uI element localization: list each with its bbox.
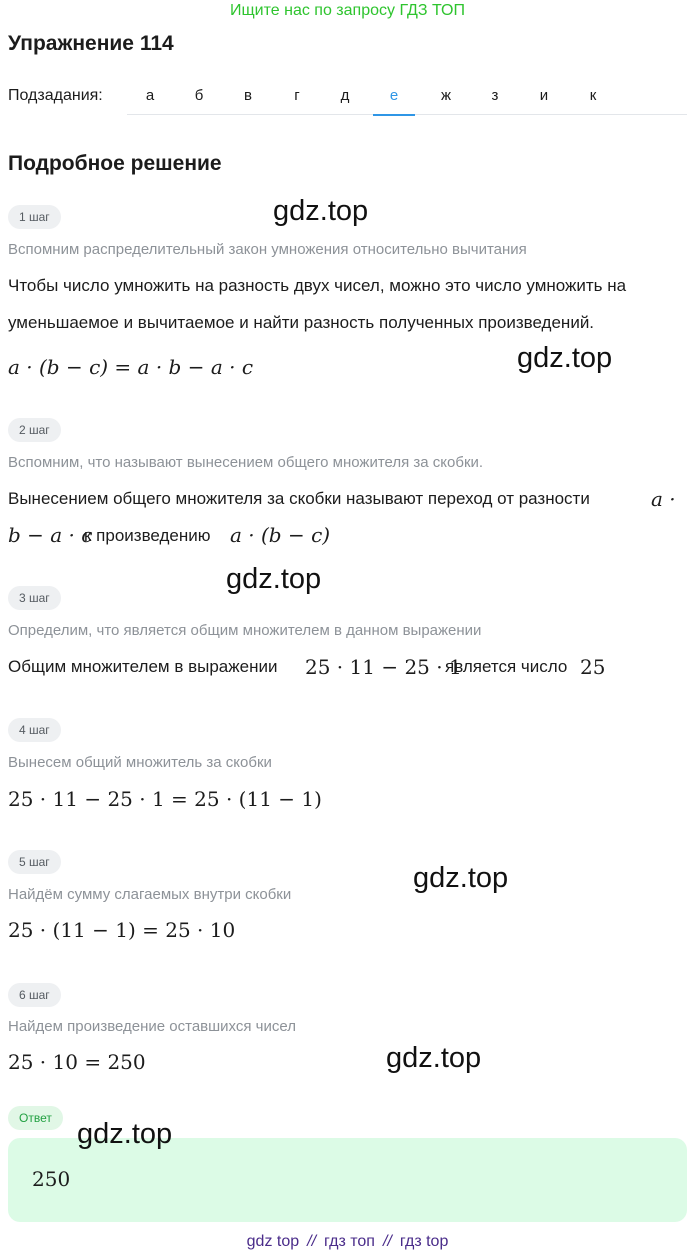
step-2-hint: Вспомним, что называют вынесением общего множителя за скобки. xyxy=(8,454,484,471)
watermark-5: gdz.top xyxy=(386,1042,482,1074)
step-4-hint: Вынесем общий множитель за скобки xyxy=(8,754,272,771)
step-2-formula-part1: a · xyxy=(651,487,676,511)
tab-k[interactable]: к xyxy=(589,87,597,104)
step-3-text-middle: является число xyxy=(445,657,568,676)
step-5-badge: 5 шаг xyxy=(8,850,61,874)
tab-g[interactable]: г xyxy=(294,87,300,104)
step-3-number: 25 xyxy=(580,655,606,679)
solution-title: Подробное решение xyxy=(8,152,222,175)
footer-separator: // xyxy=(307,1233,317,1250)
answer-value: 250 xyxy=(32,1167,71,1191)
tab-a[interactable]: а xyxy=(145,87,155,104)
answer-badge: Ответ xyxy=(8,1106,63,1130)
watermark-6: gdz.top xyxy=(77,1118,173,1150)
tab-b[interactable]: б xyxy=(194,87,204,104)
watermark-1: gdz.top xyxy=(273,195,369,227)
step-6-badge: 6 шаг xyxy=(8,983,61,1007)
watermark-4: gdz.top xyxy=(413,862,509,894)
tab-zh[interactable]: ж xyxy=(440,87,452,104)
page-title: Упражнение 114 xyxy=(8,32,174,55)
subtasks-label: Подзадания: xyxy=(8,87,103,104)
step-1-badge: 1 шаг xyxy=(8,205,61,229)
watermark-3: gdz.top xyxy=(226,563,322,595)
step-2-badge: 2 шаг xyxy=(8,418,61,442)
step-2-text-line1: Вынесением общего множителя за скобки называют переход от разности xyxy=(8,489,590,508)
tab-i[interactable]: и xyxy=(539,87,549,104)
step-1-hint: Вспомним распределительный закон умножения относительно вычитания xyxy=(8,241,527,258)
top-banner: Ищите нас по запросу ГДЗ ТОП xyxy=(230,2,465,19)
step-2-text-line2: к произведению xyxy=(84,526,211,545)
step-3-formula: 25 · 11 − 25 · 1 xyxy=(305,655,462,679)
step-6-hint: Найдем произведение оставшихся чисел xyxy=(8,1018,296,1035)
step-2-formula-part3: a · (b − c) xyxy=(230,523,331,547)
step-1-formula: a · (b − c) = a · b − a · c xyxy=(8,355,254,379)
footer-separator: // xyxy=(382,1233,392,1250)
step-1-text-line2: уменьшаемое и вычитаемое и найти разность полученных произведений. xyxy=(8,313,595,332)
step-1-text-line1: Чтобы число умножить на разность двух чисел, можно это число умножить на xyxy=(8,276,627,295)
footer-link-3[interactable]: гдз top xyxy=(399,1233,449,1250)
tab-v[interactable]: в xyxy=(244,87,252,104)
tab-d[interactable]: д xyxy=(340,87,350,104)
tab-e[interactable]: е xyxy=(373,78,415,116)
footer-link-2[interactable]: гдз топ xyxy=(324,1233,375,1250)
footer-link-1[interactable]: gdz top xyxy=(246,1233,300,1250)
step-4-badge: 4 шаг xyxy=(8,718,61,742)
step-3-badge: 3 шаг xyxy=(8,586,61,610)
step-3-hint: Определим, что является общим множителем в данном выражении xyxy=(8,622,482,639)
footer xyxy=(0,1233,695,1251)
tab-z[interactable]: з xyxy=(491,87,499,104)
step-5-hint: Найдём сумму слагаемых внутри скобки xyxy=(8,886,292,903)
step-3-text-prefix: Общим множителем в выражении xyxy=(8,657,278,676)
step-6-formula: 25 · 10 = 250 xyxy=(8,1050,146,1074)
watermark-2: gdz.top xyxy=(517,342,613,374)
step-2-formula-part2: b − a · c xyxy=(8,523,93,547)
step-4-formula: 25 · 11 − 25 · 1 = 25 · (11 − 1) xyxy=(8,787,322,811)
step-5-formula: 25 · (11 − 1) = 25 · 10 xyxy=(8,918,236,942)
